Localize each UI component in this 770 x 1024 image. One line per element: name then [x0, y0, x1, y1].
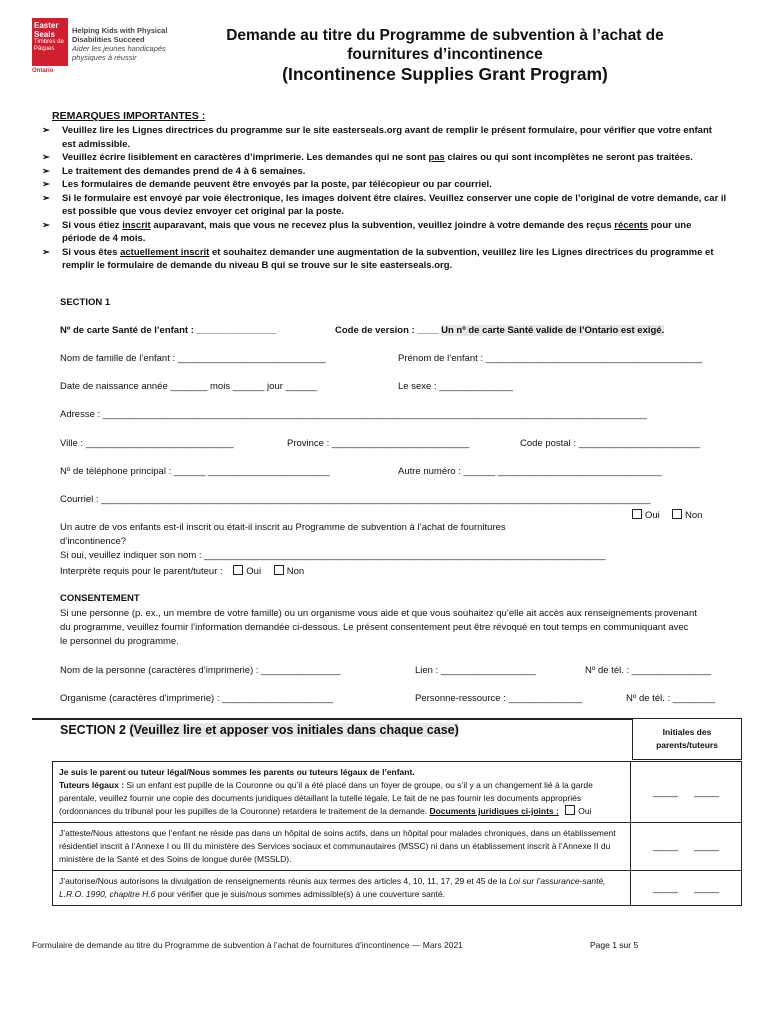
checkbox-icon[interactable] [565, 805, 575, 815]
remarque-item: ➢ Le traitement des demandes prend de 4 à 6 semaines. [42, 165, 306, 177]
remarque-item: ➢ Si vous êtes actuellement inscrit et souhaitez demander une augmentation de la subvention, veuillez lire les Lignes directrices du programme et remplir le formulaire de demande du niveau B qui se trouve sur le site easterseals.org. [42, 246, 714, 271]
sibling-name-field[interactable]: Si oui, veuillez indiquer son nom : ____________________________________________________________________________ [60, 550, 606, 561]
consent-text: Si une personne (p. ex., un membre de votre famille) ou un organisme vous aide et que vous souhaitez qu’elle ait accès aux renseignements provenant du programme, veuillez fournir l’information demandée ci-dessous. Le présent consentement peut être révoqué en tout temps en communiquant avec le personnel du programme. [60, 608, 697, 647]
sex-field[interactable]: Le sexe : ______________ [398, 381, 514, 392]
consent-contact-field[interactable]: Personne-ressource : ______________ [415, 693, 583, 704]
attestation-residence: J’atteste/Nous attestons que l’enfant ne réside pas dans un hôpital de soins actifs, dans un hôpital pour malades chroniques, dans un établissement résidentiel inscrit à l’Annexe I ou III du ministère des Services sociaux et communautaires (MSSC) ni dans un établissement inscrit à l’Annexe II du ministère de la Santé et des Soins de longue durée (MSSLD). [53, 823, 631, 871]
consent-org-field[interactable]: Organisme (caractères d’imprimerie) : _____________________ [60, 693, 334, 704]
arrow-bullet-icon: ➢ [42, 179, 50, 190]
attestation-guardian: Je suis le parent ou tuteur légal/Nous sommes les parents ou tuteurs légaux de l’enfant. Tuteurs légaux : Si un enfant est pupille de la Couronne ou qu’il a été placé dans un foyer de groupe, ou s’il y a un changement lié à la garde parentale, veuillez fournir une copie des documents juridiques détaillant la tutelle légale. Le fait de ne pas fournir les documents appropriés (ordonnances du tribunal pour les pupilles de la Couronne) retardera le traitement de la demande. Documents juridiques ci-joints : Oui [53, 762, 631, 823]
form-subtitle: (Incontinence Supplies Grant Program) [282, 64, 608, 84]
remarque-item: ➢ Veuillez lire les Lignes directrices du programme sur le site easterseals.org avant de remplir le présent formulaire, pour vérifier que votre enfant est admissible. [42, 125, 712, 150]
logo-name-fr: Timbres de Pâques [34, 39, 64, 52]
form-title-line2: fournitures d’incontinence [347, 46, 543, 63]
interpreter-non-option[interactable]: Non [274, 566, 304, 577]
checkbox-icon[interactable] [632, 509, 642, 519]
interpreter-field: Interprète requis pour le parent/tuteur : Oui Non [60, 566, 305, 577]
version-code-field[interactable]: Code de version : ____ Un nº de carte Santé valide de l’Ontario est exigé. [335, 325, 665, 336]
health-card-note: Un nº de carte Santé valide de l’Ontario est exigé. [441, 325, 665, 336]
section1-heading: SECTION 1 [60, 297, 111, 308]
checkbox-icon[interactable] [233, 565, 243, 575]
postal-code-field[interactable]: Code postal : _______________________ [520, 438, 701, 449]
remarque-item: ➢ Veuillez écrire lisiblement en caractères d’imprimerie. Les demandes qui ne sont pas claires ou qui sont incomplètes ne seront pas traitées. [42, 152, 693, 163]
birth-date-field[interactable]: Date de naissance année _______ mois ______ jour ______ [60, 381, 318, 392]
consent-person-field[interactable]: Nom de la personne (caractères d’imprimerie) : _______________ [60, 665, 341, 676]
form-title [190, 26, 700, 64]
sibling-oui-option[interactable]: Oui [632, 509, 660, 521]
table-row [53, 762, 742, 823]
attestation-table [52, 761, 742, 906]
sibling-non-option[interactable]: Non [672, 509, 702, 521]
table-row [53, 871, 742, 906]
consent-phone2-field[interactable]: Nº de tél. : ________ [626, 693, 716, 704]
remarque-item: ➢ Les formulaires de demande peuvent être envoyés par la poste, par télécopieur ou par courriel. [42, 179, 492, 190]
remarques-heading: REMARQUES IMPORTANTES : [52, 110, 206, 122]
arrow-bullet-icon: ➢ [42, 152, 50, 163]
province-field[interactable]: Province : __________________________ [287, 438, 470, 449]
legal-docs-oui-option[interactable]: Oui [561, 806, 591, 816]
attestation-disclosure: J’autorise/Nous autorisons la divulgation de renseignements réunis aux termes des articles 4, 10, 11, 17, 29 et 45 de la Loi sur l’assurance-santé, L.R.O. 1990, chapitre H.6 pour vérifier que je suis/nous sommes admissible(s) à une couverture santé. [53, 871, 631, 906]
consent-relation-field[interactable]: Lien : __________________ [415, 665, 536, 676]
consent-heading: CONSENTEMENT [60, 593, 140, 604]
logo-name-en: Easter Seals [34, 21, 59, 39]
initials-header: Initiales des parents/tuteurs [632, 718, 742, 760]
address-field[interactable]: Adresse : _______________________________________________________________________________________________________ [60, 409, 647, 420]
page-number: Page 1 sur 5 [590, 940, 639, 950]
initials-cell[interactable]: _____ _____ [631, 762, 742, 823]
other-phone-field[interactable]: Autre numéro : ______ _______________________________ [398, 466, 662, 477]
initials-cell[interactable]: _____ _____ [631, 871, 742, 906]
remarques-list [38, 124, 728, 273]
last-name-field[interactable]: Nom de famille de l’enfant : ____________________________ [60, 353, 326, 364]
arrow-bullet-icon: ➢ [42, 246, 50, 258]
logo-province: Ontario [32, 68, 54, 74]
checkbox-icon[interactable] [274, 565, 284, 575]
easter-seals-logo [32, 18, 68, 66]
footer-form-name: Formulaire de demande au titre du Programme de subvention à l’achat de fournitures d’incontinence — Mars 2021 [32, 940, 463, 950]
logo-tagline-fr: Aider les jeunes handicapés physiques à réussir [72, 44, 166, 62]
remarque-item: ➢ Si le formulaire est envoyé par voie électronique, les images doivent être claires. Veuillez conserver une copie de l’original de votre demande, car il est possible que vous deviez envoyer cet original par la poste. [42, 192, 727, 217]
logo-tagline-en: Helping Kids with Physical Disabilities Succeed [72, 26, 168, 44]
checkbox-icon[interactable] [672, 509, 682, 519]
arrow-bullet-icon: ➢ [42, 125, 50, 136]
arrow-bullet-icon: ➢ [42, 165, 50, 177]
sibling-question-line1: Un autre de vos enfants est-il inscrit ou était-il inscrit au Programme de subvention à l’achat de fournitures [60, 522, 506, 533]
logo-tagline [72, 26, 182, 62]
health-card-field[interactable]: Nº de carte Santé de l’enfant : _______________ [60, 325, 276, 336]
arrow-bullet-icon: ➢ [42, 219, 50, 231]
interpreter-oui-option[interactable]: Oui [233, 566, 261, 577]
consent-phone1-field[interactable]: Nº de tél. : _______________ [585, 665, 712, 676]
sibling-question-line2: d’incontinence? [60, 536, 127, 547]
arrow-bullet-icon: ➢ [42, 192, 50, 204]
email-field[interactable]: Courriel : ________________________________________________________________________________________________________ [60, 494, 651, 505]
first-name-field[interactable]: Prénom de l’enfant : _________________________________________ [398, 353, 703, 364]
section2-heading: SECTION 2 (Veuillez lire et apposer vos initiales dans chaque case) [60, 723, 459, 737]
remarque-item: ➢ Si vous étiez inscrit auparavant, mais que vous ne recevez plus la subvention, veuillez joindre à votre demande des reçus récents pour une période de 4 mois. [42, 219, 692, 244]
initials-cell[interactable]: _____ _____ [631, 823, 742, 871]
main-phone-field[interactable]: Nº de téléphone principal : ______ _______________________ [60, 466, 330, 477]
city-field[interactable]: Ville : ____________________________ [60, 438, 234, 449]
form-title-line1: Demande au titre du Programme de subvention à l’achat de [226, 27, 664, 44]
table-row [53, 823, 742, 871]
